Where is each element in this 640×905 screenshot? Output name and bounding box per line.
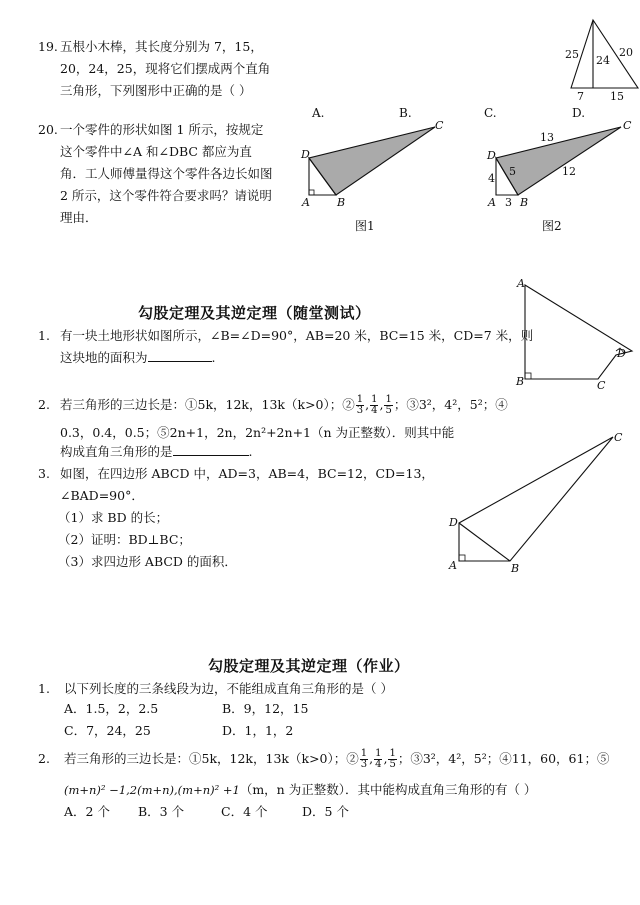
s2-q1-number: 1. xyxy=(38,681,50,696)
q20-figure-1 xyxy=(309,127,435,195)
s2-q1-option-a: A．1.5，2，2.5 xyxy=(64,701,159,716)
s1-q1-line-2: 这块地的面积为 . xyxy=(60,347,216,369)
q19-fig-a-label-15: 15 xyxy=(610,90,624,103)
q20-figure-2 xyxy=(496,127,621,195)
s1-q2-frac-1-4: $\frac{1}{4}$ xyxy=(371,394,378,416)
q19-option-c: C. xyxy=(484,106,497,120)
q19-option-a: A. xyxy=(312,106,325,120)
s1-q3-number: 3. xyxy=(38,466,50,481)
q19-option-d: D. xyxy=(572,106,586,120)
q19-fig-a-label-7: 7 xyxy=(577,90,584,103)
s2-q2-number: 2. xyxy=(38,751,50,766)
s1-q3-part-3: （3）求四边形 ABCD 的面积． xyxy=(58,554,237,569)
s1-q2-frac-1-3: $\frac{1}{3}$ xyxy=(356,394,364,416)
q20-fig1-point-a: A xyxy=(302,196,310,209)
s1-q2-frac-1-5: $\frac{1}{5}$ xyxy=(385,394,392,416)
s1-q1-line-1: 1. 有一块土地形状如图所示，∠B=∠D=90°，AB=20 米，BC=15 米，CD=7 米，则 xyxy=(38,325,533,347)
q20-fig2-length-5: 5 xyxy=(509,165,516,178)
s1-q1-number: 1. xyxy=(38,328,50,343)
q20-fig2-point-d: D xyxy=(487,149,496,162)
q20-figures xyxy=(290,115,640,240)
s1-q1-point-b: B xyxy=(516,375,525,388)
q19-fig-a-label-24: 24 xyxy=(596,54,610,67)
s1-q3-part-1: （1）求 BD 的长； xyxy=(58,510,169,525)
q20-number: 20. xyxy=(38,122,58,137)
q20-figure-2-caption: 图2 xyxy=(542,219,562,233)
s1-q3-part-2: （2）证明：BD⊥BC； xyxy=(58,532,191,547)
q20-line-1: 20. 一个零件的形状如图 1 所示，按规定 xyxy=(38,119,263,141)
s2-q2-frac-1-5: $\frac{1}{5}$ xyxy=(389,748,396,770)
s1-q3-point-b: B xyxy=(511,562,520,575)
q20-fig2-point-b: B xyxy=(520,196,529,209)
s2-q2-expression: (m+n)² −1,2(m+n),(m+n)² +1 xyxy=(64,783,240,797)
s1-q2-number: 2. xyxy=(38,397,50,412)
q19-number: 19. xyxy=(38,39,58,54)
s2-q2-frac-1-4: $\frac{1}{4}$ xyxy=(375,748,382,770)
s1-q3-line-1: 3. 如图，在四边形 ABCD 中，AD=3，AB=4，BC=12，CD=13， xyxy=(38,463,434,485)
q20-figure-1-caption: 图1 xyxy=(355,219,375,233)
q20-line-4: 2 所示，这个零件符合要求吗？请说明 xyxy=(60,188,272,203)
q20-fig1-point-c: C xyxy=(435,119,444,132)
s1-q1-answer-blank[interactable] xyxy=(148,347,212,362)
s2-q1-option-c: C．7，24，25 xyxy=(64,723,151,738)
q20-fig2-length-12: 12 xyxy=(562,165,576,178)
s2-q2-frac-1-3: $\frac{1}{3}$ xyxy=(360,748,368,770)
s1-q1-point-a: A xyxy=(517,277,525,290)
q19-fig-a-label-25: 25 xyxy=(565,48,579,61)
s1-q2-line-2: 0.3，0.4，0.5；⑤2n+1，2n，2n²+2n+1（n 为正整数）．则其中能 xyxy=(60,425,455,440)
s1-q2-answer-blank[interactable] xyxy=(173,441,249,456)
s1-q3-point-c: C xyxy=(614,431,623,444)
s2-q2-option-c: C．4 个 xyxy=(221,804,268,819)
q20-fig2-point-a: A xyxy=(488,196,496,209)
s1-q3-quadrilateral-figure xyxy=(440,425,640,580)
s2-q2-option-a: A．2 个 xyxy=(64,804,110,819)
q19-figures xyxy=(280,0,640,125)
s2-q2-option-d: D．5 个 xyxy=(302,804,349,819)
s2-q2-line-2: (m+n)² −1,2(m+n),(m+n)² +1（m，n 为正整数）．其中能构成直角三角形的有（ ） xyxy=(64,782,537,797)
q20-line-5: 理由． xyxy=(60,210,98,225)
s2-q1-line: 1. 以下列长度的三条线段为边，不能组成直角三角形的是（ ） xyxy=(38,678,393,700)
q19-line-1: 19. 五根小木棒，其长度分别为 7，15， xyxy=(38,36,263,58)
q19-fig-a-label-20: 20 xyxy=(619,46,633,59)
s1-q3-line-2: ∠BAD=90°． xyxy=(60,488,144,503)
s1-q2-line-1: 2. 若三角形的三边长是：①5k，12k，13k（k>0）；② $\frac{1}{3}$ , $\frac{1}{4}$ , $\frac{1}{5}$ ；③3²，4²，5²；④ xyxy=(38,394,508,416)
section2-title: 勾股定理及其逆定理（作业） xyxy=(208,657,410,675)
q19-line-3: 三角形，下列图形中正确的是（ ） xyxy=(60,83,252,98)
s1-q3-point-a: A xyxy=(449,559,457,572)
s2-q1-option-b: B．9，12，15 xyxy=(222,701,309,716)
s1-q2-line-3: 构成直角三角形的是 . xyxy=(60,441,253,463)
q20-line-3: 角．工人师傅量得这个零件各边长如图 xyxy=(60,166,273,181)
s1-q3-point-d: D xyxy=(449,516,458,529)
s2-q2-option-b: B．3 个 xyxy=(138,804,185,819)
s1-q1-land-figure xyxy=(505,275,640,395)
q20-fig2-length-13: 13 xyxy=(540,131,554,144)
q20-fig2-length-4: 4 xyxy=(488,172,495,185)
q20-fig1-point-d: D xyxy=(301,148,310,161)
q20-fig1-point-b: B xyxy=(337,196,346,209)
s1-q1-point-d: D xyxy=(617,347,626,360)
q20-fig2-length-3: 3 xyxy=(505,196,512,209)
section1-title: 勾股定理及其逆定理（随堂测试） xyxy=(138,304,371,322)
s1-q1-point-c: C xyxy=(597,379,606,392)
q19-option-b: B. xyxy=(399,106,412,120)
s2-q1-option-d: D．1，1，2 xyxy=(222,723,294,738)
q20-line-2: 这个零件中∠A 和∠DBC 都应为直 xyxy=(60,144,252,159)
s2-q2-line-1: 2. 若三角形的三边长是：①5k，12k，13k（k>0）；② $\frac{1}{3}$ , $\frac{1}{4}$ , $\frac{1}{5}$ ；③3²，4²，5²；④11，60，61；⑤ xyxy=(38,748,610,770)
q19-line-2: 20，24，25，现将它们摆成两个直角 xyxy=(60,61,271,76)
q20-fig2-point-c: C xyxy=(623,119,632,132)
